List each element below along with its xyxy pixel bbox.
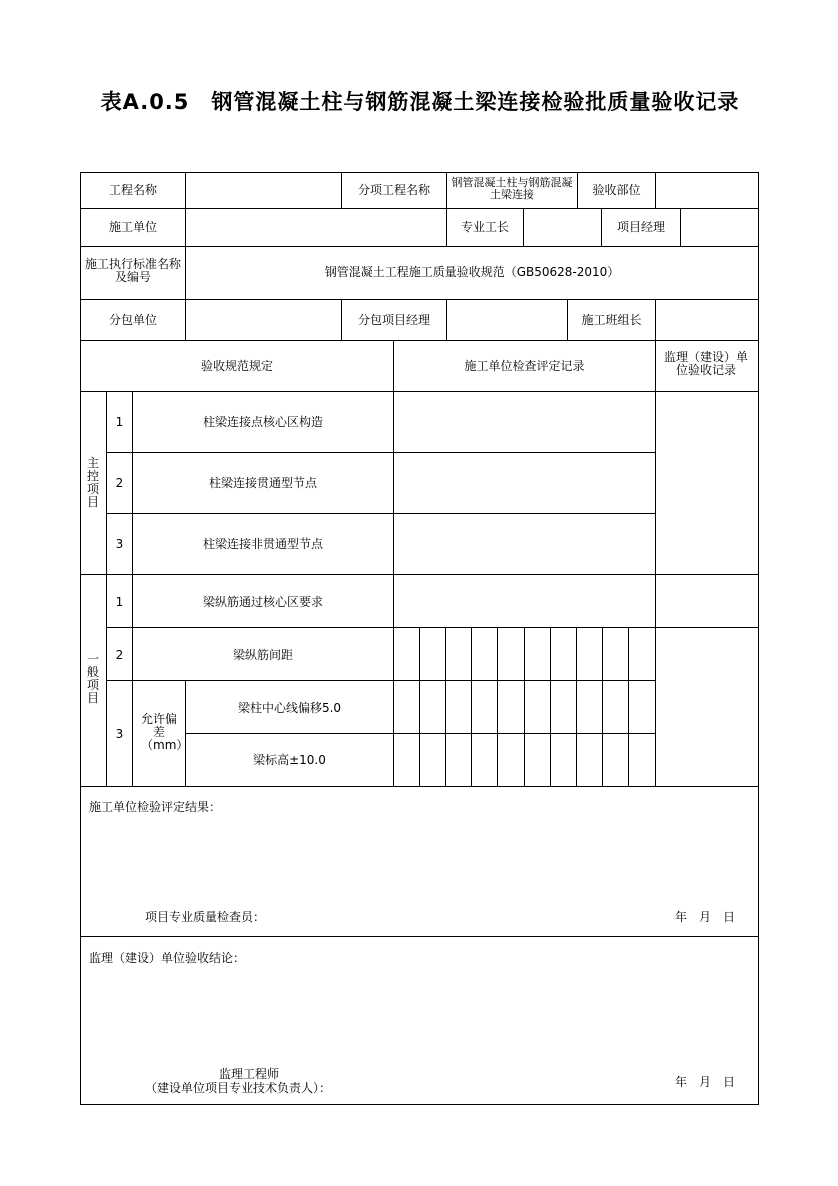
- construction-unit-label: 施工单位: [108, 220, 157, 234]
- general-item-1-no: 1: [115, 595, 124, 609]
- general-label: 一般项目: [86, 652, 99, 705]
- supervision-column-header: 监理（建设）单位验收记录: [664, 350, 749, 377]
- subcontractor-label: 分包单位: [108, 313, 157, 327]
- project-name-label: 工程名称: [108, 183, 157, 197]
- conclusion-engineer: 监理工程师: [219, 1067, 280, 1081]
- project-manager-label: 项目经理: [616, 220, 665, 234]
- page-title: 表A.0.5 钢管混凝土柱与钢筋混凝土梁连接检验批质量验收记录: [100, 90, 740, 114]
- conclusion-responsible: （建设单位项目专业技术负责人）：: [145, 1081, 332, 1095]
- sub-project-value: 钢管混凝土柱与钢筋混凝土梁连接: [451, 176, 573, 201]
- general-item-3-no: 3: [115, 727, 124, 741]
- general-item-2-no: 2: [115, 648, 124, 662]
- main-item-1-no: 1: [115, 415, 124, 429]
- sub-manager-label: 分包项目经理: [357, 313, 430, 327]
- result-label: 施工单位检验评定结果：: [89, 800, 222, 814]
- general-item-1-text: 梁纵筋通过核心区要求: [202, 595, 323, 609]
- team-leader-label: 施工班组长: [581, 313, 642, 327]
- tolerance-item-1: 梁柱中心线偏移5.0: [237, 701, 342, 715]
- result-inspector: 项目专业质量检查员：: [145, 910, 266, 924]
- foreman-label: 专业工长: [460, 220, 509, 234]
- standard-value: 钢管混凝土工程施工质量验收规范（GB50628-2010）: [324, 265, 620, 279]
- sub-project-label: 分项工程名称: [357, 183, 430, 197]
- main-item-3-no: 3: [115, 537, 124, 551]
- conclusion-date: 年 月 日: [675, 1075, 736, 1089]
- main-control-label: 主控项目: [86, 456, 99, 509]
- result-date: 年 月 日: [675, 910, 736, 924]
- check-column-header: 施工单位检查评定记录: [464, 359, 585, 373]
- main-item-2-no: 2: [115, 476, 124, 490]
- main-item-2-text: 柱梁连接贯通型节点: [208, 476, 317, 490]
- tolerance-label: 允许偏差（mm）: [141, 712, 189, 752]
- main-item-1-text: 柱梁连接点核心区构造: [202, 415, 323, 429]
- main-item-3-text: 柱梁连接非贯通型节点: [202, 537, 323, 551]
- general-item-2-text: 梁纵筋间距: [232, 648, 293, 662]
- spec-column-header: 验收规范规定: [200, 359, 273, 373]
- acceptance-part-label: 验收部位: [592, 183, 641, 197]
- conclusion-label: 监理（建设）单位验收结论：: [89, 951, 246, 965]
- standard-label: 施工执行标准名称及编号: [84, 257, 181, 284]
- tolerance-item-2: 梁标高±10.0: [253, 753, 326, 767]
